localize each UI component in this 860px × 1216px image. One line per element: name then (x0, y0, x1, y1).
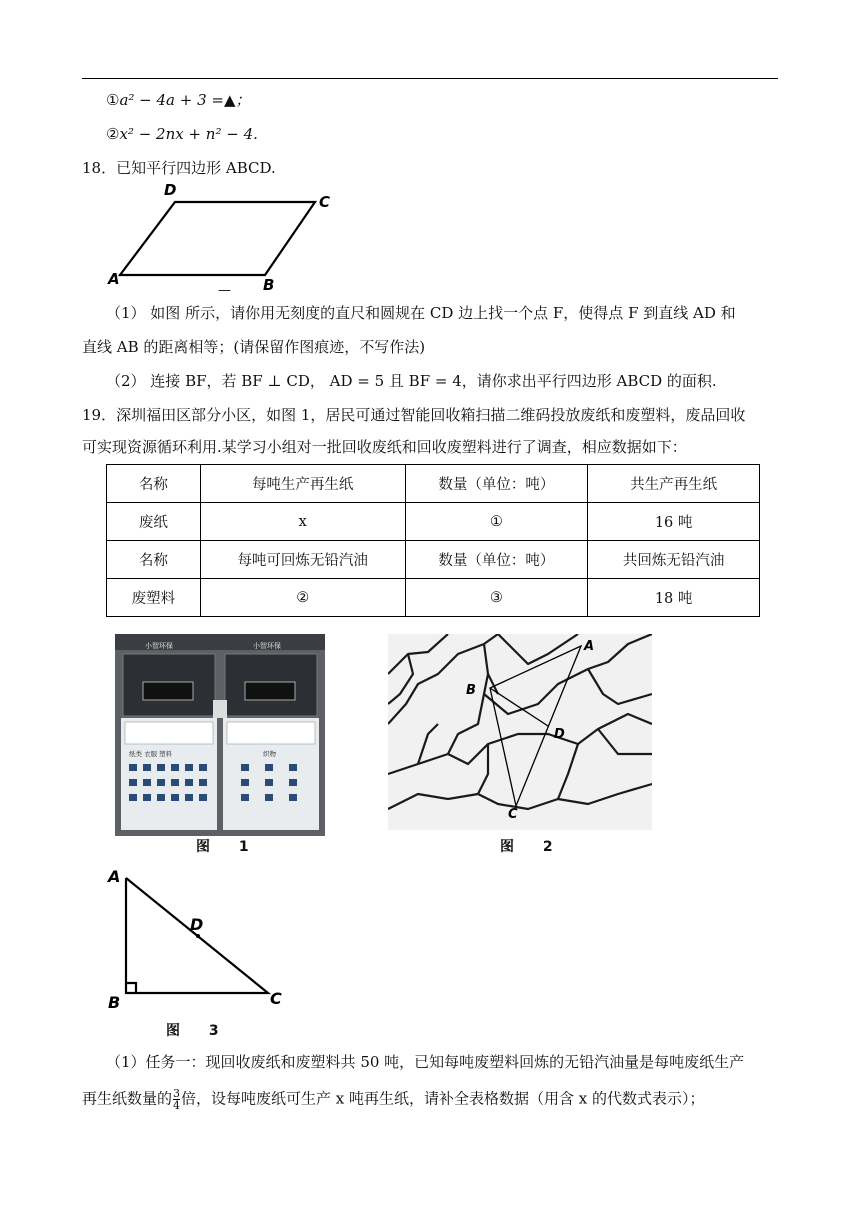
fig3-label-D: D (190, 915, 204, 934)
q19-intro-line2: 可实现资源循环利用.某学习小组对一批回收废纸和回收废塑料进行了调查，相应数据如下： (82, 438, 687, 456)
recycling-machine-photo (115, 634, 325, 836)
item-2-expr: x² − 2nx + n² − 4. (119, 125, 258, 143)
q18-part1-line1: （1） 如图 所示，请你用无刻度的直尺和圆规在 CD 边上找一个点 F，使得点 F 到直线 AD 和 (106, 304, 736, 322)
figure-dash: — (218, 283, 231, 295)
table-cell: 名称 (107, 541, 201, 579)
panel-right-text: 织物 (263, 750, 276, 758)
item-1 (106, 90, 802, 110)
brand-left-text: 小智环保 (145, 642, 173, 650)
table-row (107, 465, 760, 503)
table-cell: 名称 (107, 465, 201, 503)
table-cell: 废纸 (107, 503, 201, 541)
table-cell: x (200, 503, 405, 541)
table-row (107, 541, 760, 579)
fig3-label-B: B (108, 993, 121, 1012)
parallelogram-shape (120, 202, 315, 275)
table-cell: 每吨生产再生纸 (200, 465, 405, 503)
point-D (196, 934, 200, 938)
item-1-mark: ① (106, 91, 120, 109)
table-cell: 每吨可回炼无铅汽油 (200, 541, 405, 579)
table-cell: 18 吨 (588, 579, 760, 617)
label-D: D (164, 181, 177, 199)
fig3-caption: 图 3 (166, 1023, 231, 1039)
label-C: C (319, 193, 331, 211)
fraction-numerator: 3 (173, 1087, 181, 1100)
fig3-label-A: A (108, 867, 121, 886)
table-cell: 16 吨 (588, 503, 760, 541)
task1-line2-pre: 再生纸数量的 (82, 1089, 173, 1108)
table-cell: 数量（单位：吨） (405, 541, 588, 579)
task1-line2 (82, 1088, 778, 1111)
table-cell: ③ (405, 579, 588, 617)
cracked-pattern-figure (388, 634, 652, 830)
label-B: B (263, 276, 275, 294)
fig2-label-B: B (466, 683, 476, 698)
table-cell: 共生产再生纸 (588, 465, 760, 503)
right-triangle-figure (100, 862, 300, 1012)
item-1-expr: a² − 4a + 3 =▲； (119, 91, 251, 109)
item-2 (106, 124, 802, 144)
fig2-label-C: C (508, 807, 518, 822)
table-cell: ① (405, 503, 588, 541)
brand-right-text: 小智环保 (253, 642, 281, 650)
fraction-denominator: 4 (173, 1099, 181, 1112)
fig1-caption: 图 1 (196, 839, 261, 855)
task1-line2-post: 倍，设每吨废纸可生产 x 吨再生纸，请补全表格数据（用含 x 的代数式表示）； (181, 1089, 705, 1108)
table-cell: 废塑料 (107, 579, 201, 617)
panel-left-text: 纸类 衣服 塑料 (129, 750, 173, 758)
q18-part1-line2: 直线 AB 的距离相等；(请保留作图痕迹，不写作法) (82, 338, 426, 356)
table-row (107, 503, 760, 541)
data-table (106, 464, 760, 617)
table-cell: ② (200, 579, 405, 617)
header-rule (82, 78, 778, 79)
fraction-3-4 (173, 1088, 180, 1111)
table-cell: 共回炼无铅汽油 (588, 541, 760, 579)
q18-part2: （2） 连接 BF，若 BF ⊥ CD， AD = 5 且 BF = 4，请你求出平行四边形 ABCD 的面积. (106, 372, 717, 390)
label-A: A (108, 270, 120, 288)
task1-line1: （1）任务一：现回收废纸和废塑料共 50 吨，已知每吨废塑料回炼的无铅汽油量是每吨废纸生产 (106, 1053, 745, 1071)
fig2-caption: 图 2 (500, 839, 565, 855)
fig2-label-A: A (584, 639, 595, 654)
fig3-label-C: C (270, 989, 282, 1008)
fig2-label-D: D (554, 727, 565, 742)
item-2-mark: ② (106, 125, 120, 143)
table-row (107, 579, 760, 617)
parallelogram-figure (100, 180, 340, 295)
table-cell: 数量（单位：吨） (405, 465, 588, 503)
q18-title: 18．已知平行四边形 ABCD. (82, 159, 276, 177)
q19-intro-line1: 19．深圳福田区部分小区，如图 1，居民可通过智能回收箱扫描二维码投放废纸和废塑料，废品回收 (82, 406, 746, 424)
